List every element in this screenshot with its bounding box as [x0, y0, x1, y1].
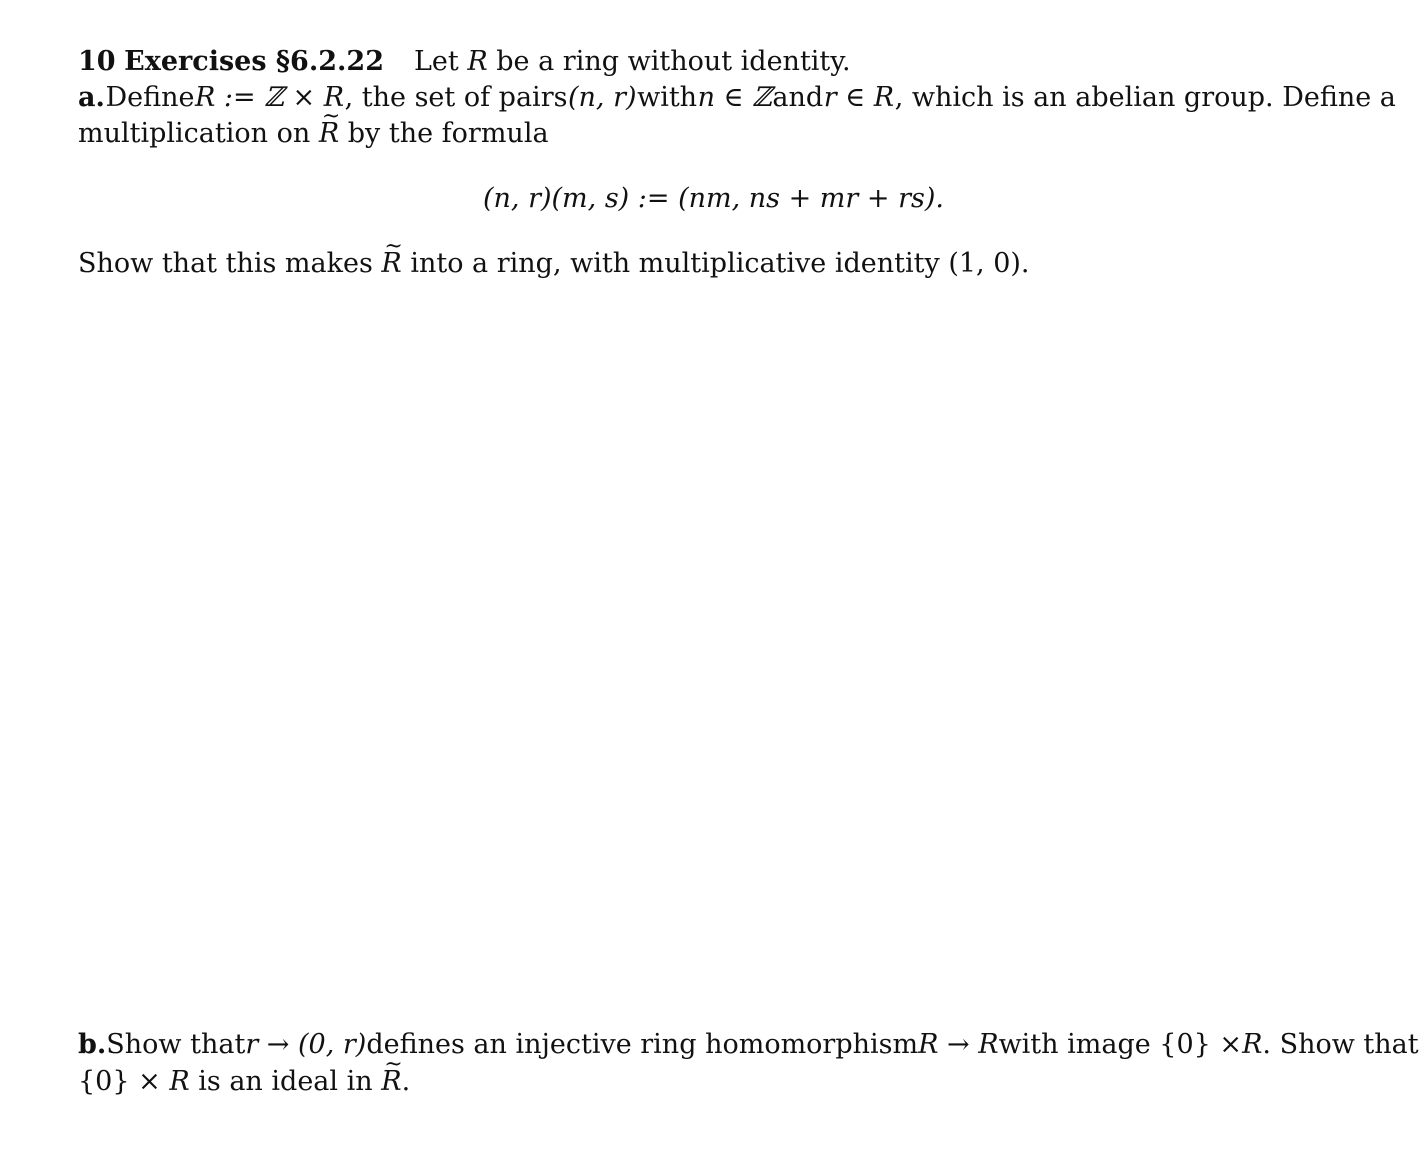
part-a-pair: (n, r) — [568, 82, 637, 113]
r-tilde-symbol: ~ R — [319, 116, 339, 152]
part-a-n-in-z: n ∈ ℤ — [697, 82, 772, 113]
intro-pre: Let — [414, 46, 468, 77]
intro-ring-symbol: R — [467, 46, 488, 77]
part-a-definition: R := ℤ × R — [195, 82, 345, 113]
multiplication-formula: (n, r)(m, s) := (nm, ns + mr + rs). — [482, 183, 944, 214]
part-a-r-in-r: r ∈ R — [823, 82, 895, 113]
part-a-conclusion — [78, 246, 1396, 282]
part-b-line-2 — [78, 1064, 1396, 1100]
part-a-text-3: with — [637, 82, 698, 113]
part-a-line2-pre: multiplication on — [78, 118, 319, 149]
part-b-label: b. — [78, 1029, 107, 1060]
part-b-line2-pre: {0} × — [78, 1066, 170, 1097]
part-b-image-r: R — [1242, 1029, 1263, 1060]
part-a-line2-post: by the formula — [339, 118, 549, 149]
part-a-show-post: into a ring, with multiplicative identity (1, 0). — [401, 248, 1030, 279]
part-a-show-pre: Show that this makes — [78, 248, 382, 279]
r-tilde-symbol-3: ~ R — [381, 1064, 401, 1100]
part-a-text-1: Define — [105, 82, 195, 113]
part-b-line2-mid: is an ideal in — [189, 1066, 382, 1097]
exercise-number: 10 — [78, 46, 116, 77]
part-a-label: a. — [78, 82, 105, 113]
part-b-text-1: Show that — [106, 1029, 246, 1060]
part-b-homomorphism: R → R — [918, 1029, 999, 1060]
part-b-line2-post: . — [401, 1066, 411, 1097]
part-b-text-4: . Show that — [1262, 1029, 1419, 1060]
exercise-heading: Exercises §6.2.22 — [124, 46, 384, 77]
part-a-line-2 — [78, 116, 1396, 152]
part-a-line-1 — [78, 80, 1396, 116]
part-a-text-5: , which is an abelian group. Define a — [894, 82, 1396, 113]
r-tilde-symbol-2: ~ R — [381, 246, 401, 282]
exercise-heading-line — [78, 44, 1396, 80]
part-a-text-2: , the set of pairs — [344, 82, 568, 113]
part-b-line-1 — [78, 1027, 1419, 1063]
part-a-text-4: and — [772, 82, 824, 113]
intro-post: be a ring without identity. — [487, 46, 851, 77]
part-b-map: r → (0, r) — [245, 1029, 367, 1060]
part-b-text-2: defines an injective ring homomorphism — [366, 1029, 919, 1060]
part-b-text-3: with image {0} × — [998, 1029, 1243, 1060]
part-b-line2-r: R — [169, 1066, 190, 1097]
